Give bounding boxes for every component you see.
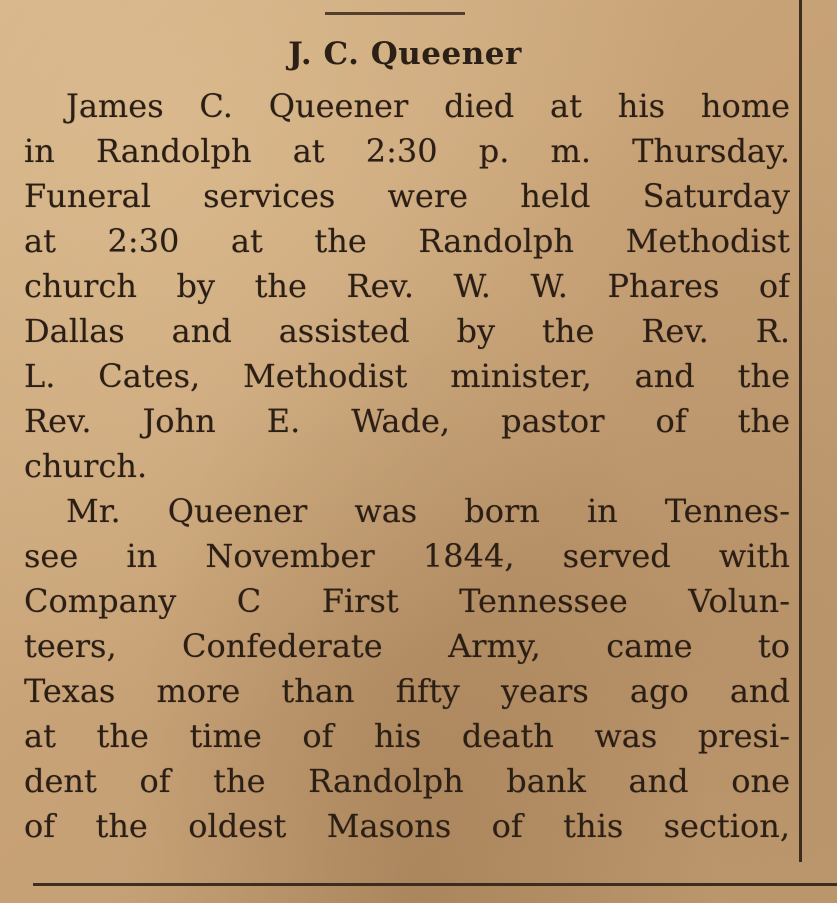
article-headline: J. C. Queener	[288, 36, 522, 72]
article-body	[24, 84, 790, 849]
article-line: dent of the Randolph bank and one	[24, 762, 790, 800]
article-line: Company C First Tennessee Volun-	[24, 582, 790, 620]
article-line: church by the Rev. W. W. Phares of	[24, 267, 790, 305]
article-line: at the time of his death was presi-	[24, 717, 790, 755]
article-line: Funeral services were held Saturday	[24, 177, 790, 215]
article-line: teers, Confederate Army, came to	[24, 627, 790, 665]
top-rule	[325, 12, 465, 15]
article-line: Dallas and assisted by the Rev. R.	[24, 312, 790, 350]
bottom-rule	[33, 883, 837, 886]
column-rule	[799, 0, 802, 862]
article-line: Rev. John E. Wade, pastor of the	[24, 402, 790, 440]
article-line: at 2:30 at the Randolph Methodist	[24, 222, 790, 260]
article-line: Mr. Queener was born in Tennes-	[66, 492, 790, 530]
article-line: Texas more than fifty years ago and	[24, 672, 790, 710]
article-line: see in November 1844, served with	[24, 537, 790, 575]
article-line: church.	[24, 447, 148, 485]
article-line: L. Cates, Methodist minister, and the	[24, 357, 790, 395]
article-line: of the oldest Masons of this section,	[24, 807, 790, 845]
article-line: in Randolph at 2:30 p. m. Thursday.	[24, 132, 790, 170]
article-line: James C. Queener died at his home	[66, 87, 790, 125]
